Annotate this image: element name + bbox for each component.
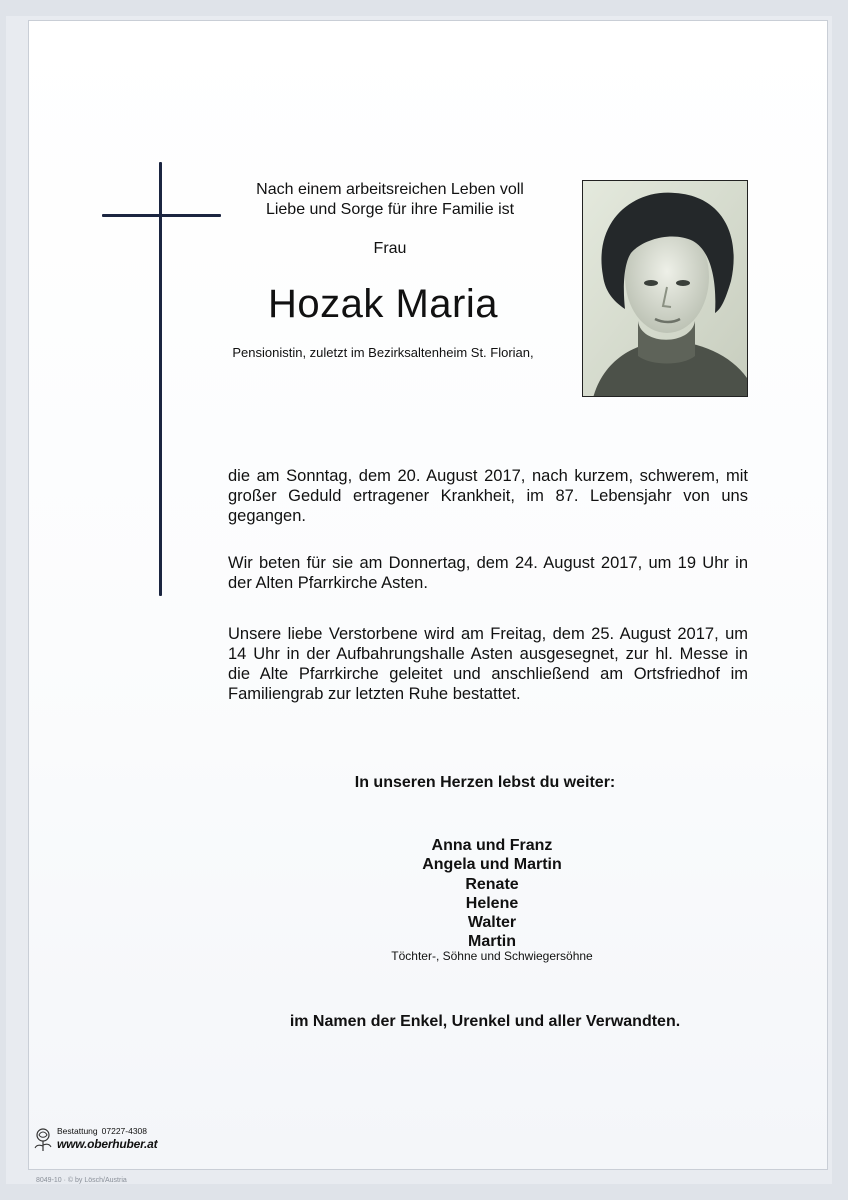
cross-icon-vertical xyxy=(159,162,162,596)
family-member: Martin xyxy=(468,933,516,951)
undertaker-logo xyxy=(32,1124,172,1156)
undertaker-phone: 07227-4308 xyxy=(101,1126,148,1136)
family-member: Walter xyxy=(467,914,517,932)
closing-line: im Namen der Enkel, Urenkel und aller Verwandten. xyxy=(289,1013,681,1030)
family-member: Helene xyxy=(465,894,519,912)
deceased-name: Hozak Maria xyxy=(267,282,498,326)
salutation: Frau xyxy=(373,240,407,257)
portrait-photo xyxy=(582,180,748,397)
family-member: Anna und Franz xyxy=(431,837,553,854)
intro-line-2: Liebe und Sorge für ihre Familie ist xyxy=(265,201,515,218)
rose-icon xyxy=(32,1126,54,1152)
intro-text xyxy=(200,180,580,220)
family-list xyxy=(360,836,624,952)
intro-line-1: Nach einem arbeitsreichen Leben voll xyxy=(256,181,524,198)
family-member: Angela und Martin xyxy=(422,856,562,874)
paragraph-death: die am Sonntag, dem 20. August 2017, nach kurzem, schwerem, mit großer Geduld ertragener Krankheit, im 87. Lebensjahr von uns gegangen. xyxy=(228,467,748,525)
print-footnote: 8049-10 · © by Lösch/Austria xyxy=(36,1177,127,1184)
undertaker-website[interactable]: www.oberhuber.at xyxy=(57,1137,158,1151)
occupation-line: Pensionistin, zuletzt im Bezirksaltenheim St. Florian, xyxy=(232,345,534,360)
undertaker-contact xyxy=(57,1126,147,1136)
portrait-image xyxy=(583,181,748,397)
family-relation: Töchter-, Söhne und Schwiegersöhne xyxy=(391,949,593,963)
family-member: Renate xyxy=(465,875,519,893)
undertaker-label: Bestattung xyxy=(57,1126,98,1136)
paragraph-funeral: Unsere liebe Verstorbene wird am Freitag, dem 25. August 2017, um 14 Uhr in der Aufbahrungshalle Asten ausgesegnet, zur hl. Messe in die Alte Pfarrkirche geleitet und anschließend am Ortsfriedhof im Familiengrab zur letzten Ruhe bestattet. xyxy=(228,625,748,703)
heart-line: In unseren Herzen lebst du weiter: xyxy=(354,774,616,791)
paragraph-prayer: Wir beten für sie am Donnertag, dem 24. August 2017, um 19 Uhr in der Alten Pfarrkirche Asten. xyxy=(228,554,748,592)
